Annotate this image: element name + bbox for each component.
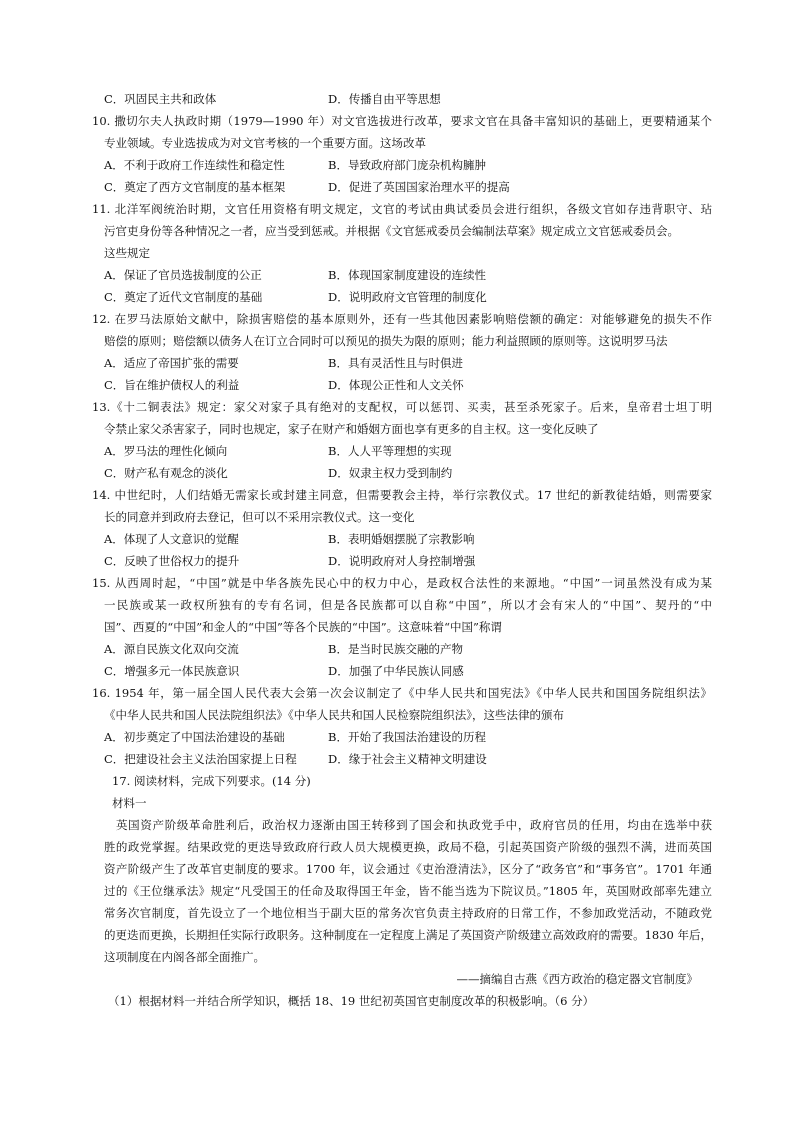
q17-material-line-2: 胜的政党掌握。结果政党的更迭导致政府行政人员大规模更换，政局不稳，引起英国资产阶级的强烈不满，进而英国 [104, 840, 712, 854]
q16-option-d: D．缘于社会主义精神文明建设 [328, 752, 487, 766]
q10-option-d: D．促进了英国国家治理水平的提高 [328, 180, 510, 194]
q16-stem-line-1: 16. 1954 年，第一届全国人民代表大会第一次会议制定了《中华人民共和国宪法》《中华人民共和国国务院组织法》 [92, 686, 712, 700]
q14-option-d: D．说明政府对人身控制增强 [328, 554, 476, 568]
q11-option-c: C．奠定了近代文官制度的基础 [104, 290, 263, 304]
q11-option-b: B．体现国家制度建设的连续性 [328, 268, 486, 282]
q14-option-c: C．反映了世俗权力的提升 [104, 554, 240, 568]
q15-option-d: D．加强了中华民族认同感 [328, 664, 464, 678]
q16-option-c: C．把建设社会主义法治国家提上日程 [104, 752, 297, 766]
q13-option-c: C．财产私有观念的淡化 [104, 466, 228, 480]
q17-material-line-4: 过的《王位继承法》规定“凡受国王的任命及取得国王年金，皆不能当选为下院议员。”1805 年，英国财政部率先建立 [104, 884, 712, 898]
q14-option-a: A．体现了人文意识的觉醒 [104, 532, 239, 546]
q14-stem-line-1: 14. 中世纪时，人们结婚无需家长或封建主同意，但需要教会主持，举行宗教仪式。17 世纪的新教徒结婚，则需要家 [92, 488, 712, 502]
q13-option-a: A．罗马法的理性化倾向 [104, 444, 228, 458]
q13-stem-line-2: 令禁止家父杀害家子，同时也规定，家子在财产和婚姻方面也享有更多的自主权。这一变化反映了 [104, 422, 599, 436]
q13-stem-line-1: 13.《十二铜表法》规定：家父对家子具有绝对的支配权，可以惩罚、买卖，甚至杀死家子。后来，皇帝君士坦丁明 [92, 400, 712, 414]
q15-stem-line-3: 国”、西夏的“中国”和金人的“中国”等各个民族的“中国”。这意味着“中国”称谓 [104, 620, 502, 634]
q13-option-d: D．奴隶主权力受到制约 [328, 466, 453, 480]
q11-stem-line-3: 这些规定 [104, 246, 150, 260]
q10-option-a: A．不利于政府工作连续性和稳定性 [104, 158, 285, 172]
q17-material-line-5: 常务次官制度，首先设立了一个地位相当于副大臣的常务次官负责主持政府的日常工作，不参加政党活动，不随政党 [104, 906, 712, 920]
q12-stem-line-1: 12. 在罗马法原始文献中，除损害赔偿的基本原则外，还有一些其他因素影响赔偿额的确定：对能够避免的损失不作 [92, 312, 712, 326]
q14-stem-line-2: 长的同意并到政府去登记，但可以不采用宗教仪式。这一变化 [104, 510, 415, 524]
q17-material-line-1: 英国资产阶级革命胜利后，政治权力逐渐由国王转移到了国会和执政党手中，政府官员的任用，均由在选举中获 [116, 818, 712, 832]
q10-stem-line-2: 专业领域。专业选拔成为对文官考核的一个重要方面。这场改革 [104, 136, 426, 150]
q13-option-b: B．人人平等理想的实现 [328, 444, 452, 458]
q10-option-b: B．导致政府部门庞杂机构臃肿 [328, 158, 486, 172]
q12-option-a: A．适应了帝国扩张的需要 [104, 356, 239, 370]
q17-material-label: 材料一 [112, 796, 147, 810]
q12-option-d: D．体现公正性和人文关怀 [328, 378, 464, 392]
q11-stem-line-2: 污官吏身份等各种情况之一者，应当受到惩戒。并根据《文官惩戒委员会编制法草案》规定成立文官惩戒委员会。 [104, 224, 679, 238]
q17-material-line-3: 资产阶级产生了改革官吏制度的要求。1700 年，议会通过《吏治澄清法》，区分了“政务官”和“事务官”。1701 年通 [104, 862, 712, 876]
q10-option-c: C．奠定了西方文官制度的基本框架 [104, 180, 286, 194]
q9-option-c: C．巩固民主共和政体 [104, 92, 217, 106]
q10-stem-line-1: 10. 撒切尔夫人执政时期（1979—1990 年）对文官选拔进行改革，要求文官在具备丰富知识的基础上，更要精通某个 [92, 114, 712, 128]
q12-option-c: C．旨在维护债权人的利益 [104, 378, 240, 392]
q17-source: ——摘编自古燕《西方政治的稳定器文官制度》 [456, 972, 698, 986]
q17-material-line-7: 这项制度在内阁各部全面推广。 [104, 950, 265, 964]
q17-material-line-6: 的更迭而更换，长期担任实际行政职务。这种制度在一定程度上满足了英国资产阶级建立高效政府的需要。1830 年后， [104, 928, 712, 942]
q15-option-b: B．是当时民族交融的产物 [328, 642, 463, 656]
q17-intro: 17. 阅读材料，完成下列要求。(14 分) [112, 774, 311, 788]
q16-option-b: B．开始了我国法治建设的历程 [328, 730, 486, 744]
q15-option-a: A．源自民族文化双向交流 [104, 642, 239, 656]
q9-option-d: D．传播自由平等思想 [328, 92, 441, 106]
q17-sub-question-1: （1）根据材料一并结合所学知识，概括 18、19 世纪初英国官吏制度改革的积极影响。（6 分） [108, 994, 595, 1008]
q15-stem-line-2: 一民族或某一政权所独有的专有名词，但是各民族都可以自称“中国”，所以才会有宋人的“中国”、契丹的“中 [104, 598, 712, 612]
q16-option-a: A．初步奠定了中国法治建设的基础 [104, 730, 285, 744]
q16-stem-line-2: 《中华人民共和国人民法院组织法》《中华人民共和国人民检察院组织法》，这些法律的颁布 [104, 708, 564, 722]
q11-stem-line-1: 11. 北洋军阀统治时期，文官任用资格有明文规定，文官的考试由典试委员会进行组织，各级文官如存违背职守、玷 [92, 202, 712, 216]
q11-option-d: D．说明政府文官管理的制度化 [328, 290, 487, 304]
q12-option-b: B．具有灵活性且与时俱进 [328, 356, 463, 370]
q14-option-b: B．表明婚姻摆脱了宗教影响 [328, 532, 475, 546]
q15-stem-line-1: 15. 从西周时起，“中国”就是中华各族先民心中的权力中心，是政权合法性的来源地。“中国”一词虽然没有成为某 [92, 576, 712, 590]
q12-stem-line-2: 赔偿的原则；赔偿额以债务人在订立合同时可以预见的损失为限的原则；能力利益照顾的原则等。这说明罗马法 [104, 334, 668, 348]
q15-option-c: C．增强多元一体民族意识 [104, 664, 240, 678]
q11-option-a: A．保证了官员选拔制度的公正 [104, 268, 262, 282]
